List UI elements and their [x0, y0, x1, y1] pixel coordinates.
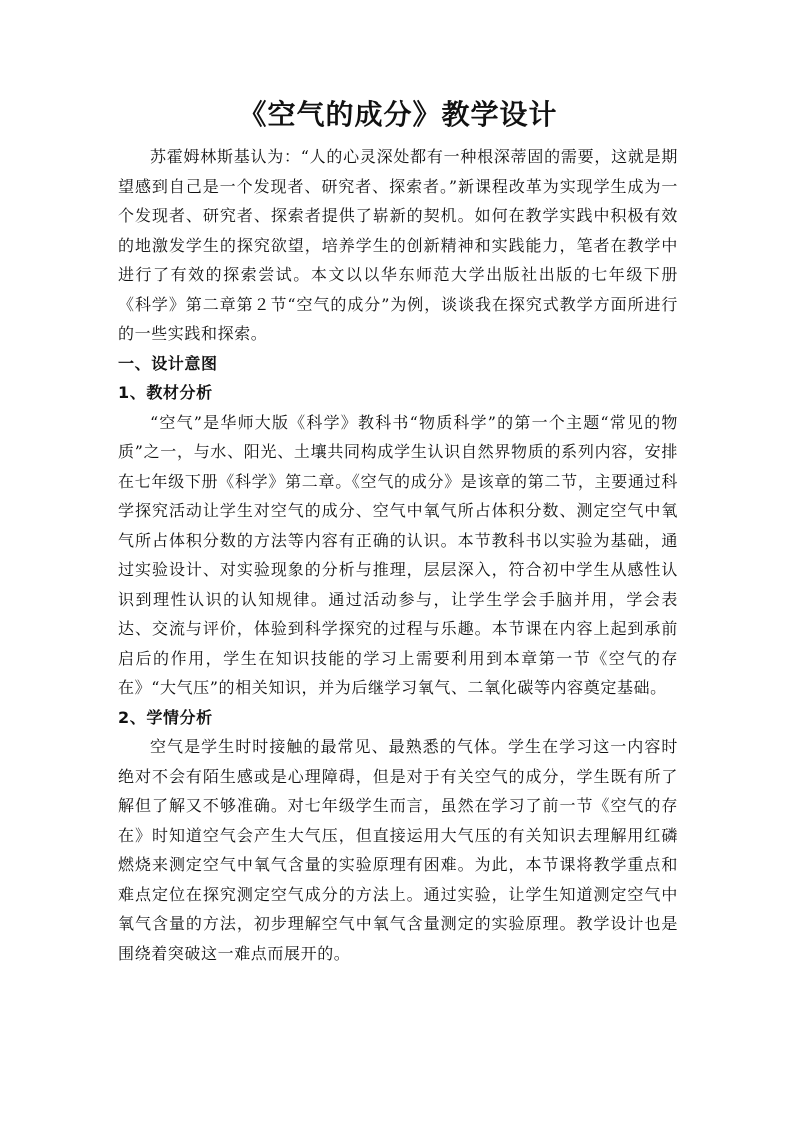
student-analysis-paragraph: 空气是学生时时接触的最常见、最熟悉的气体。学生在学习这一内容时绝对不会有陌生感或是心理障碍，但是对于有关空气的成分，学生既有所了解但了解又不够准确。对七年级学生而言，虽然在学习了前一节《空气的存在》时知道空气会产生大气压，但直接运用大气压的有关知识去理解用红磷燃烧来测定空气中氧气含量的实验原理有困难。为此，本节课将教学重点和难点定位在探究测定空气成分的方法上。通过实验，让学生知道测定空气中氧气含量的方法，初步理解空气中氧气含量测定的实验原理。教学设计也是围绕着突破这一难点而展开的。 [118, 737, 678, 963]
intro-paragraph: 苏霍姆林斯基认为：“人的心灵深处都有一种根深蒂固的需要，这就是期望感到自己是一个发现者、研究者、探索者。”新课程改革为实现学生成为一个发现者、研究者、探索者提供了崭新的契机。如何在教学实践中积极有效的地激发学生的探究欲望，培养学生的创新精神和实践能力，笔者在教学中进行了有效的探索尝试。本文以以华东师范大学出版社出版的七年级下册《科学》第二章第２节“空气的成分”为例，谈谈我在探究式教学方面所进行的一些实践和探索。 [118, 147, 678, 343]
section-heading-design-intent: 一、设计意图 [118, 353, 218, 373]
document-page [118, 92, 678, 968]
subsection-heading-student-analysis: 2、学情分析 [118, 707, 213, 727]
textbook-analysis-paragraph: “空气”是华师大版《科学》教科书“物质科学”的第一个主题“常见的物质”之一，与水、阳光、土壤共同构成学生认识自然界物质的系列内容，安排在七年级下册《科学》第二章。《空气的成分》是该章的第二节，主要通过科学探究活动让学生对空气的成分、空气中氧气所占体积分数、测定空气中氧气所占体积分数的方法等内容有正确的认识。本节教科书以实验为基础，通过实验设计、对实验现象的分析与推理，层层深入，符合初中学生从感性认识到理性认识的认知规律。通过活动参与，让学生学会手脑并用，学会表达、交流与评价，体验到科学探究的过程与乐趣。本节课在内容上起到承前启后的作用，学生在知识技能的学习上需要利用到本章第一节《空气的存在》“大气压”的相关知识，并为后继学习氧气、二氧化碳等内容奠定基础。 [118, 412, 678, 697]
document-title: 《空气的成分》教学设计 [238, 98, 558, 131]
subsection-heading-textbook-analysis: 1、教材分析 [118, 383, 213, 402]
